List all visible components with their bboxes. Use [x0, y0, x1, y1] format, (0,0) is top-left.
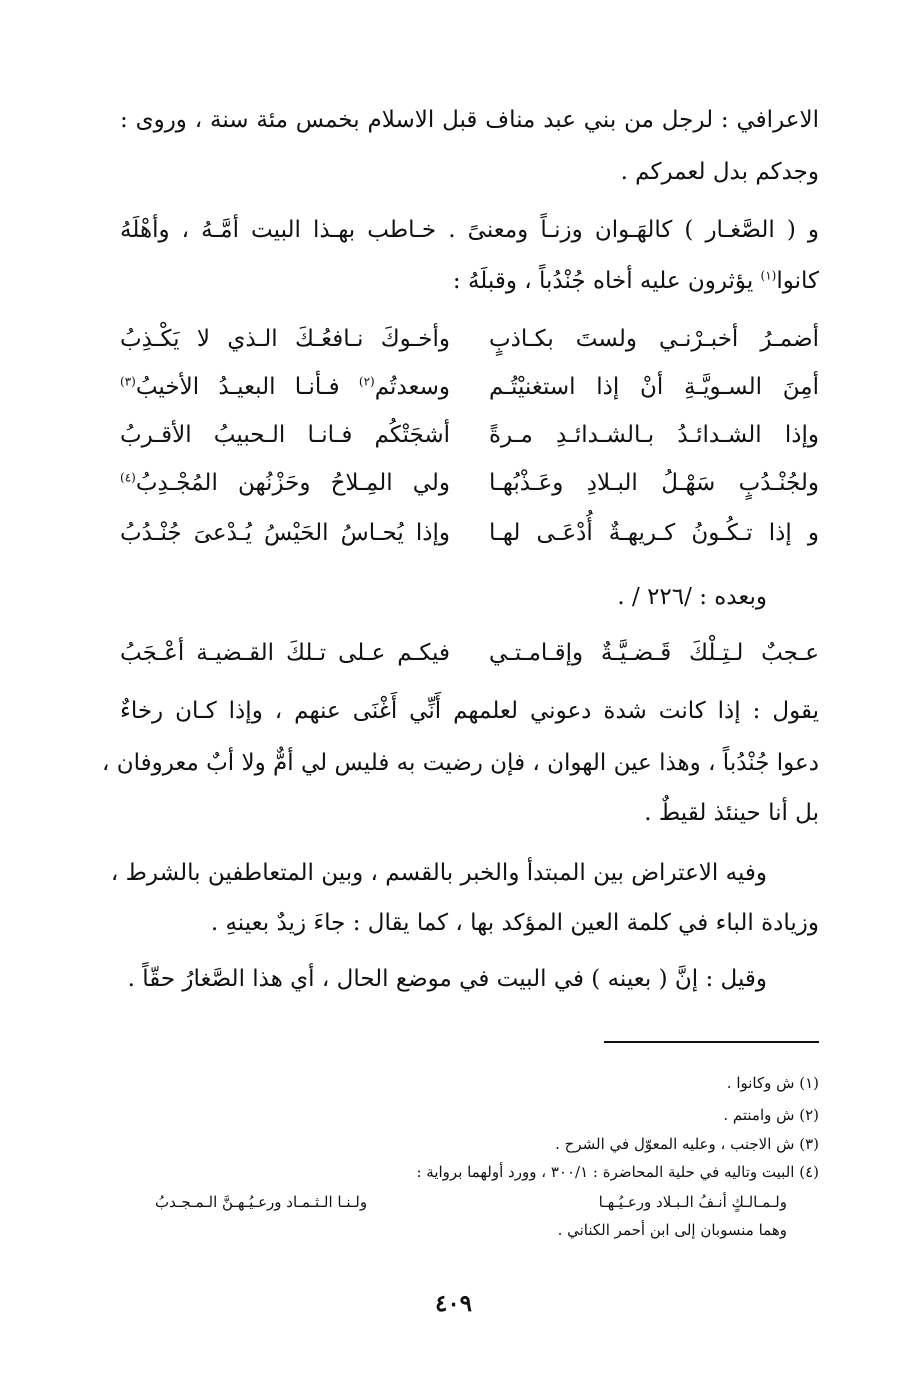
- paragraph-line: وفيه الاعتراض بين المبتدأ والخبر بالقسم ، وبين المتعاطفين بالشرط ،: [110, 860, 767, 886]
- paragraph-line: الاعرافي : لرجل من بني عبد مناف قبل الاسلام بخمس مئة سنة ، وروى :: [120, 107, 819, 133]
- footnote-divider: [604, 1041, 819, 1043]
- page-number: ٤٠٩: [434, 1290, 473, 1317]
- footnote: وهما منسوبان إلى ابن أحمر الكناني .: [557, 1221, 787, 1239]
- verse-second-hemistich: أشجَتْكُم فـانـا الـحبيبُ الأقـربُ: [120, 422, 450, 448]
- footnote-marker: (١): [760, 268, 777, 283]
- footnote: (١) ش وكانوا .: [726, 1074, 819, 1092]
- text-span: وسعدتُم: [374, 374, 450, 400]
- paragraph-line: بل أنا حينئذ لقيطٌ .: [644, 800, 819, 826]
- verse-second-hemistich: فيكـم عـلى تـلكَ القـضيـة أعْـجَبُ: [120, 640, 450, 666]
- verse-second-hemistich: وأخـوكَ نـافعُـكَ الـذي لا يَكْـذِبُ: [120, 326, 450, 352]
- verse-second-hemistich: [120, 466, 450, 500]
- paragraph-line: دعوا جُنْدُباً ، وهذا عين الهوان ، فإن رضيت به فليس لي أمٌّ ولا أبٌ معروفان ،: [102, 750, 819, 776]
- verse-first-hemistich: ولجُنْـدُبٍ سَهْـلُ البـلادِ وعَـذْبُهـا: [489, 470, 819, 496]
- text-span: كانوا: [776, 268, 819, 294]
- paragraph-line: وجدكم بدل لعمركم .: [620, 159, 819, 185]
- footnote-verse-first-hemistich: ولـمـالـكٍ أنـفُ الـبـلاد ورعـيُـهـا: [598, 1193, 787, 1211]
- verse-first-hemistich: عـجبٌ لـتِـلْكَ قَـضـيَّـةٌ وإقـامـتـي: [489, 640, 819, 666]
- verse-second-hemistich: وإذا يُحـاسُ الحَيْسُ يُـدْعىَ جُنْـدُبُ: [120, 520, 450, 546]
- paragraph-line: يقول : إذا كانت شدة دعوني لعلمهم أَنِّي أَغْنَى عنهم ، وإذا كـان رخاءٌ: [120, 698, 819, 724]
- text-span: ولي المِـلاحُ وحَزْنُهن المُجْـدِبُ: [135, 470, 450, 496]
- footnote: (٤) البيت وتاليه في حلية المحاضرة : ٣٠٠/١ ، وورد أولهما برواية :: [416, 1163, 819, 1181]
- paragraph-line: وزيادة الباء في كلمة العين المؤكد بها ، كما يقال : جاءَ زيدٌ بعينهِ .: [210, 910, 819, 936]
- verse-first-hemistich: وإذا الشـدائـدُ بـالشـدائـدِ مـرةً: [489, 422, 819, 448]
- footnote-marker: (٤): [120, 470, 136, 485]
- footnote: (٣) ش الاجنب ، وعليه المعوّل في الشرح .: [555, 1135, 819, 1153]
- text-span: يؤثرون عليه أخاه جُنْدُباً ، وقبلَهُ :: [452, 268, 761, 294]
- footnote-marker: (٣): [120, 374, 136, 389]
- footnote-verse-second-hemistich: ولـنـا الـثـمـاد ورعـيُـهـنَّ الـمـجـدبُ: [155, 1193, 368, 1211]
- paragraph-line: و ( الصَّغـار ) كالهَـوان وزنـاً ومعنىً . خـاطب بهـذا البيت أمَّـهُ ، وأهْلَهُ: [120, 217, 819, 243]
- paragraph-line: وقيل : إنَّ ( بعينه ) في البيت في موضع الحال ، أي هذا الصَّغارُ حقّاً .: [127, 966, 767, 992]
- text-span: فـأنـا البعيـدُ الأخيبُ: [135, 374, 359, 400]
- verse-first-hemistich: أضمـرُ أخبـرْنـي ولستَ بكـاذبٍ: [489, 326, 819, 352]
- verse-first-hemistich: أمِنَ السـويَّـةِ أنْ إذا استغنيْتُـم: [489, 374, 819, 400]
- footnote-marker: (٢): [358, 374, 375, 389]
- after-label: وبعده : /٢٢٦ / .: [617, 584, 767, 610]
- verse-first-hemistich: و إذا تـكُـونُ كـريهـةٌ أُدْعَـى لهـا: [489, 520, 819, 546]
- footnote: (٢) ش وامنتم .: [723, 1106, 819, 1124]
- verse-second-hemistich: [120, 370, 450, 404]
- paragraph-line: [453, 264, 819, 298]
